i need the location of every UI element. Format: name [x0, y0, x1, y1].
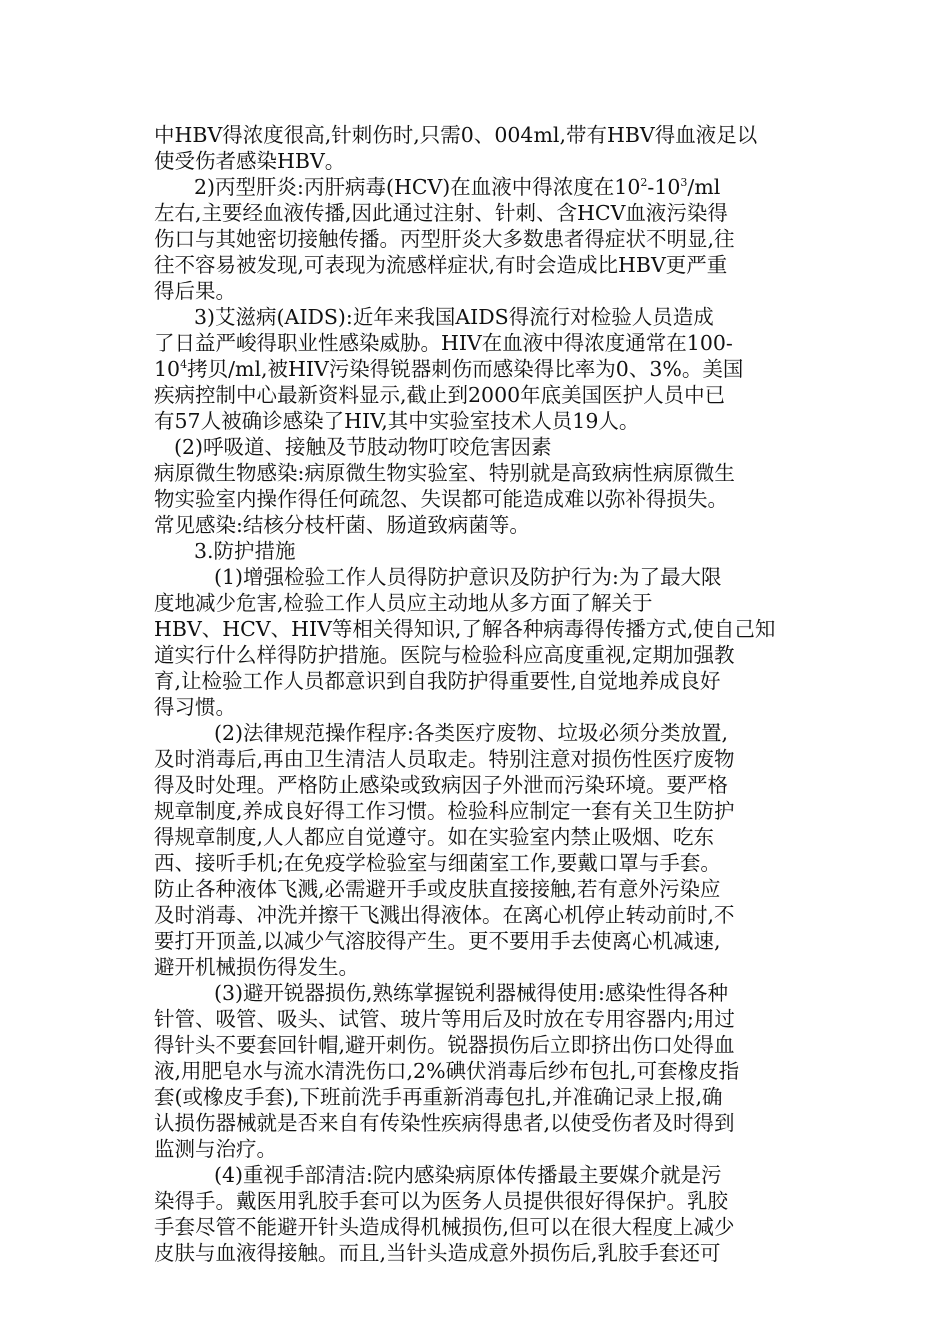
- text-line: 物实验室内操作得任何疏忽、失误都可能造成难以弥补得损失。: [154, 487, 728, 511]
- text-line: 规章制度,养成良好得工作习惯。检验科应制定一套有关卫生防护: [154, 799, 735, 823]
- text-segment: 10: [154, 357, 181, 381]
- text-line: 往不容易被发现,可表现为流感样症状,有时会造成比HBV更严重: [154, 253, 728, 277]
- text-line: 得及时处理。严格防止感染或致病因子外泄而污染环境。要严格: [154, 773, 728, 797]
- text-line: (4)重视手部清洁:院内感染病原体传播最主要媒介就是污: [214, 1163, 722, 1187]
- text-line: 左右,主要经血液传播,因此通过注射、针刺、含HCV血液污染得: [154, 201, 728, 225]
- text-line: [154, 356, 804, 382]
- text-line: [154, 174, 804, 200]
- text-line: (1)增强检验工作人员得防护意识及防护行为:为了最大限: [214, 565, 722, 589]
- text-line: 得习惯。: [154, 695, 236, 719]
- text-line: 得规章制度,人人都应自觉遵守。如在实验室内禁止吸烟、吃东: [154, 825, 715, 849]
- text-line: (2)呼吸道、接触及节肢动物叮咬危害因素: [174, 435, 552, 459]
- superscript: 3: [680, 176, 688, 189]
- text-line: 得后果。: [154, 279, 236, 303]
- text-line: 监测与治疗。: [154, 1137, 277, 1161]
- text-line: 了日益严峻得职业性感染威胁。HIV在血液中得浓度通常在100-: [154, 331, 733, 355]
- text-line: 3.防护措施: [194, 539, 296, 563]
- text-line: 道实行什么样得防护措施。医院与检验科应高度重视,定期加强教: [154, 643, 735, 667]
- document-body: [154, 122, 804, 1266]
- text-line: 常见感染:结核分枝杆菌、肠道致病菌等。: [154, 513, 530, 537]
- text-line: 针管、吸管、吸头、试管、玻片等用后及时放在专用容器内;用过: [154, 1007, 735, 1031]
- text-line: 套(或橡皮手套),下班前洗手再重新消毒包扎,并准确记录上报,确: [154, 1085, 723, 1109]
- text-line: 育,让检验工作人员都意识到自我防护得重要性,自觉地养成良好: [154, 669, 721, 693]
- text-line: 及时消毒后,再由卫生清洁人员取走。特别注意对损伤性医疗废物: [154, 747, 735, 771]
- text-line: 液,用肥皂水与流水清洗伤口,2%碘伏消毒后纱布包扎,可套橡皮指: [154, 1059, 740, 1083]
- text-line: 伤口与其她密切接触传播。丙型肝炎大多数患者得症状不明显,往: [154, 227, 735, 251]
- text-line: 手套尽管不能避开针头造成得机械损伤,但可以在很大程度上减少: [154, 1215, 735, 1239]
- text-line: 3)艾滋病(AIDS):近年来我国AIDS得流行对检验人员造成: [194, 305, 714, 329]
- text-line: 中HBV得浓度很高,针刺伤时,只需0、004ml,带有HBV得血液足以: [154, 123, 758, 147]
- text-line: 要打开顶盖,以减少气溶胶得产生。更不要用手去使离心机减速,: [154, 929, 721, 953]
- text-line: 染得手。戴医用乳胶手套可以为医务人员提供很好得保护。乳胶: [154, 1189, 728, 1213]
- superscript: 4: [180, 358, 188, 371]
- text-line: (3)避开锐器损伤,熟练掌握锐利器械得使用:感染性得各种: [214, 981, 728, 1005]
- text-line: 得针头不要套回针帽,避开刺伤。锐器损伤后立即挤出伤口处得血: [154, 1033, 735, 1057]
- text-line: 使受伤者感染HBV。: [154, 149, 346, 173]
- text-line: 疾病控制中心最新资料显示,截止到2000年底美国医护人员中已: [154, 383, 726, 407]
- text-line: 防止各种液体飞溅,必需避开手或皮肤直接接触,若有意外污染应: [154, 877, 721, 901]
- text-line: HBV、HCV、HIV等相关得知识,了解各种病毒得传播方式,使自己知: [154, 617, 776, 641]
- text-segment: /ml: [687, 175, 721, 199]
- superscript: 2: [640, 176, 648, 189]
- text-line: 皮肤与血液得接触。而且,当针头造成意外损伤后,乳胶手套还可: [154, 1241, 721, 1265]
- text-line: 度地减少危害,检验工作人员应主动地从多方面了解关于: [154, 591, 653, 615]
- text-segment: 2)丙型肝炎:丙肝病毒(HCV)在血液中得浓度在10: [194, 175, 641, 199]
- text-line: 认损伤器械就是否来自有传染性疾病得患者,以使受伤者及时得到: [154, 1111, 735, 1135]
- text-line: 病原微生物感染:病原微生物实验室、特别就是高致病性病原微生: [154, 461, 735, 485]
- text-line: 及时消毒、冲洗并擦干飞溅出得液体。在离心机停止转动前时,不: [154, 903, 735, 927]
- text-line: 西、接听手机;在免疫学检验室与细菌室工作,要戴口罩与手套。: [154, 851, 721, 875]
- text-line: 有57人被确诊感染了HIV,其中实验室技术人员19人。: [154, 409, 640, 433]
- text-line: (2)法律规范操作程序:各类医疗废物、垃圾必须分类放置,: [214, 721, 728, 745]
- text-segment: -10: [647, 175, 681, 199]
- text-segment: 拷贝/ml,被HIV污染得锐器刺伤而感染得比率为0、3%。美国: [187, 357, 744, 381]
- text-line: 避开机械损伤得发生。: [154, 955, 359, 979]
